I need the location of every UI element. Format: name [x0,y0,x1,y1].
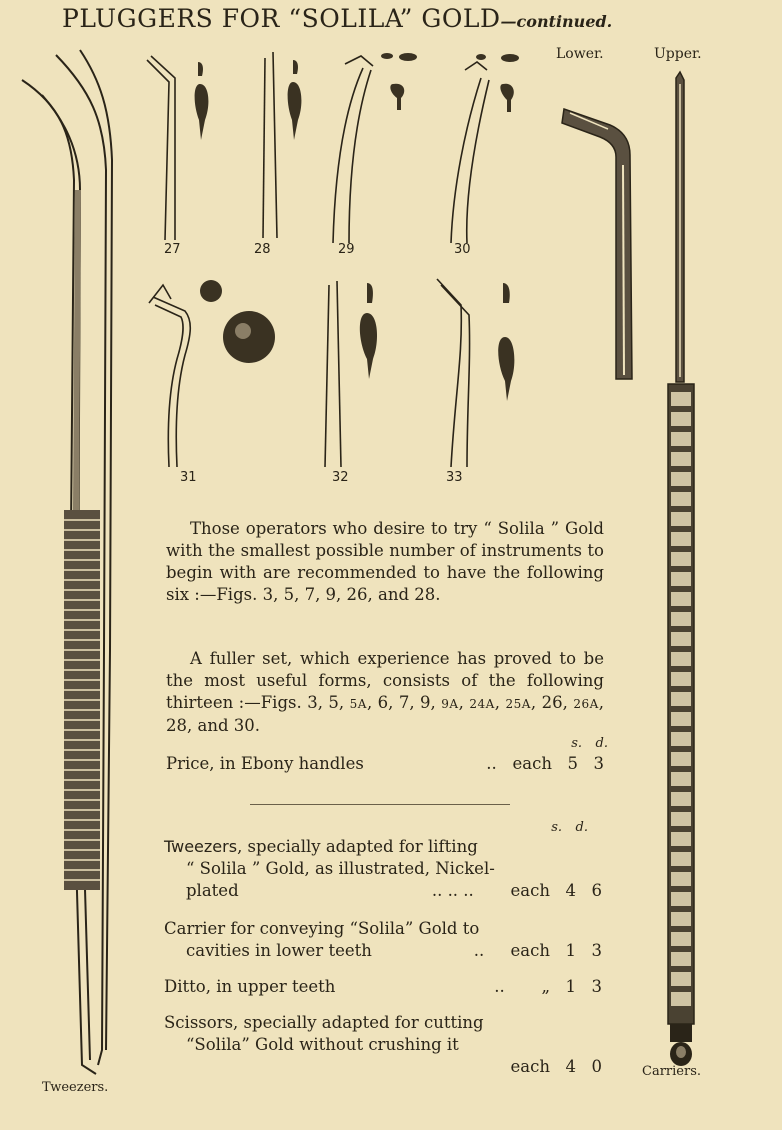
price-shillings: 1 [565,941,576,960]
fig-26a: 26A [573,697,599,711]
fig-25a: 25A [505,697,531,711]
carriers-caption: Carriers. [642,1064,701,1079]
shillings-heading: s. [551,820,562,835]
figure-number: 33 [446,470,463,485]
title-text: PLUGGERS FOR “SOLILA” GOLD [62,4,501,33]
leader-dots: .. [473,941,485,960]
price-pence: 6 [591,881,602,900]
continued-text: —continued. [500,12,613,31]
price-pence: 3 [591,941,602,960]
pence-heading: d. [575,820,588,835]
price-shillings: 5 [567,754,578,773]
leader-dots: .. .. .. [431,881,474,900]
fuller-set-paragraph [166,648,604,737]
scissors-desc-1: Scissors, specially adapted for cutting [164,1013,484,1032]
currency-header [556,736,608,751]
ditto-item [164,976,602,998]
carrier-desc-2: cavities in lower teeth [186,941,372,960]
shillings-heading: s. [571,736,582,751]
scissors-desc-2: “Solila” Gold without crushing it [186,1035,459,1054]
figure-number: 32 [332,470,349,485]
price-pence: 0 [591,1057,602,1076]
figure-number: 29 [338,242,355,257]
lower-carrier-illustration [560,95,650,385]
figure-number: 30 [454,242,471,257]
tweezers-name: Tweezers [164,837,238,856]
intro-paragraph: Those operators who desire to try “ Solila ” Gold with the smallest possible number of instruments to begin with are recommended to have the following six :—Figs. 3, 5, 7, 9, 26, and 28. [166,519,604,604]
page-title [62,4,612,33]
p2-c2: , [494,693,506,712]
price-shillings: 4 [565,881,576,900]
lower-label: Lower. [556,46,604,62]
upper-label: Upper. [654,46,702,62]
p2-c1: , [458,693,470,712]
currency-header [536,820,588,835]
section-divider [250,804,510,805]
tweezers-item [164,836,602,902]
price-shillings: 1 [565,977,576,996]
unit-label: „ [541,977,550,996]
unit-label: each [510,1057,550,1076]
fig-5a: 5A [349,697,367,711]
carrier-desc-1: Carrier for conveying “Solila” Gold to [164,919,480,938]
ebony-label: Price, in Ebony handles [166,754,364,773]
figure-number: 31 [180,470,197,485]
unit-label: each [512,754,552,773]
tweezers-desc-1: , specially adapted for lifting [237,837,478,856]
tweezers-caption: Tweezers. [42,1080,109,1095]
p2-lead: A fuller set, which experience has proved to be the most useful forms, consists of the following thirteen :—Figs. 3, 5, [166,649,604,712]
carrier-item [164,918,602,962]
tweezers-illustration [20,50,120,1080]
pence-heading: d. [595,736,608,751]
figure-number: 28 [254,242,271,257]
price-pence: 3 [591,977,602,996]
p2-end: , 28, and 30. [166,693,605,735]
fig-9a: 9A [441,697,459,711]
leader-dots: .. [494,977,505,996]
ditto-label: Ditto, in upper teeth [164,977,336,996]
price-shillings: 4 [565,1057,576,1076]
price-pence: 3 [593,754,604,773]
p2-mid1: , 6, 7, 9, [366,693,442,712]
fig-24a: 24A [469,697,495,711]
pluggers-row-one [145,48,545,258]
tweezers-desc-2: “ Solila ” Gold, as illustrated, Nickel- [186,859,495,878]
unit-label: each [510,881,550,900]
p2-mid2: , 26, [530,693,574,712]
figure-number: 27 [164,242,181,257]
scissors-item [164,1012,602,1078]
tweezers-desc-3: plated [186,881,239,900]
upper-carrier-illustration [664,72,704,1070]
unit-label: each [510,941,550,960]
leader-dots: .. [486,754,497,773]
pluggers-row-two [145,275,545,475]
ebony-price-line [166,754,604,773]
